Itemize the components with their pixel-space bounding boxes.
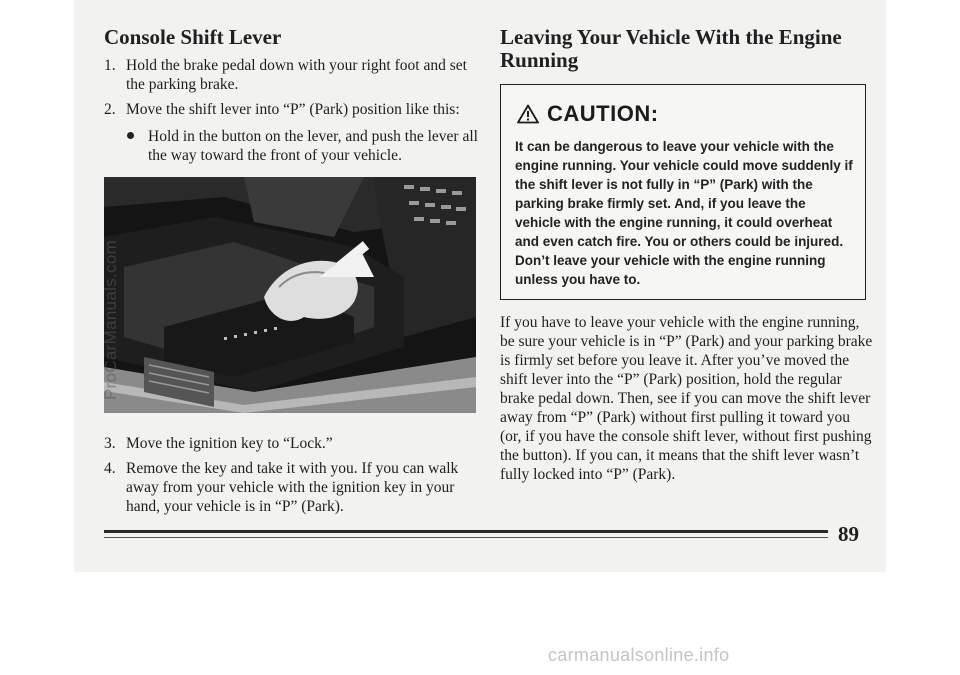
bullet-item — [104, 127, 480, 165]
shift-lever-illustration — [104, 177, 476, 413]
caution-label: CAUTION: — [547, 101, 659, 126]
steps-list-lower — [104, 434, 480, 522]
step-2 — [104, 100, 480, 119]
footer-rule-thick — [104, 530, 828, 533]
step-text: Move the shift lever into “P” (Park) position like this: — [126, 101, 460, 118]
step-text: Remove the key and take it with you. If you can walk away from your vehicle with the ignition key in your hand, your vehicle is in “P” (Park). — [126, 460, 459, 515]
step-number: 3. — [104, 435, 116, 452]
heading-line-2: Running — [500, 48, 579, 72]
page-number: 89 — [838, 522, 859, 546]
right-column — [500, 26, 872, 72]
warning-triangle-icon — [517, 104, 539, 124]
bullet-text: Hold in the button on the lever, and push the lever all the way toward the front of your vehicle. — [148, 128, 478, 164]
footer-rule-thin — [104, 537, 828, 538]
step-text: Move the ignition key to “Lock.” — [126, 435, 333, 452]
watermark-text: ProCarManuals.com — [101, 239, 120, 400]
bullet-dot — [127, 132, 134, 139]
step-text: Hold the brake pedal down with your right foot and set the parking brake. — [126, 57, 467, 93]
step-4 — [104, 459, 480, 516]
leaving-vehicle-heading — [500, 26, 872, 72]
step-number: 1. — [104, 57, 116, 74]
step-number: 2. — [104, 101, 116, 118]
caution-box — [500, 84, 866, 300]
steps-list-upper — [104, 56, 480, 119]
step-number: 4. — [104, 460, 116, 477]
footer-site-text: carmanualsonline.info — [548, 645, 730, 665]
caution-header — [517, 101, 659, 127]
step-3 — [104, 434, 480, 453]
right-paragraph: If you have to leave your vehicle with the engine running, be sure your vehicle is in “P” (Park) and your parking brake is firmly set before you leave it. After you’ve moved the shift lever into the “P” (Park) position, hold the regular brake pedal down. Then, see if you can move the shift lever away from “P” (Park) without first pulling it toward you (or, if you have the console shift lever, without first pushing the button). If you can, it means that the shift lever wasn’t fully locked into “P” (Park). — [500, 314, 873, 483]
step-1 — [104, 56, 480, 94]
caution-text: It can be dangerous to leave your vehicle with the engine running. Your vehicle could move suddenly if the shift lever is not fully in “P” (Park) with the parking brake firmly set. And, if you leave the vehicle with the engine running, it could overheat and even catch fire. You or others could be injured. Don’t leave your vehicle with the engine running unless you have to. — [515, 139, 853, 287]
left-column — [104, 26, 480, 165]
shift-lever-photo — [104, 177, 476, 413]
heading-line-1: Leaving Your Vehicle With the Engine — [500, 25, 842, 49]
console-shift-lever-heading: Console Shift Lever — [104, 25, 282, 49]
